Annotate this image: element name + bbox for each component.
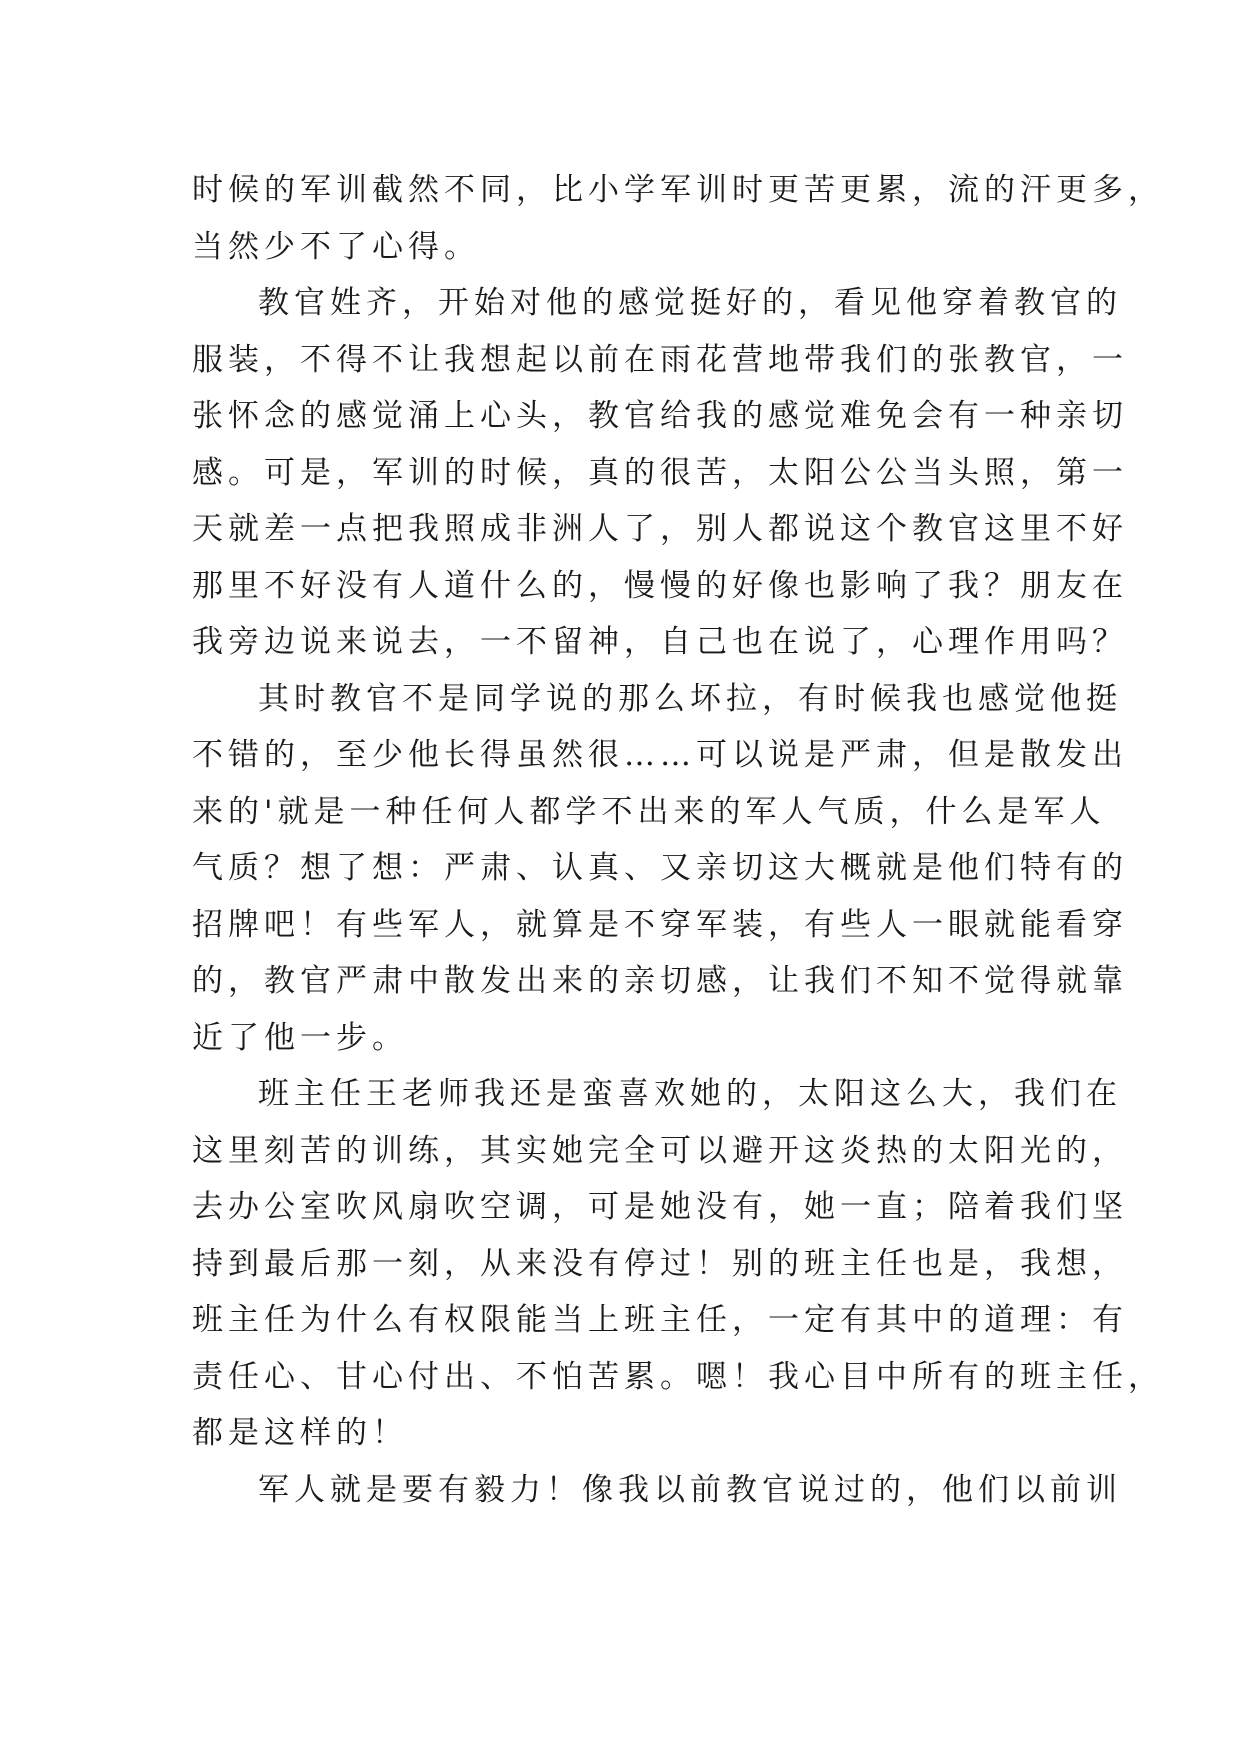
text-line: 当然少不了心得。: [192, 228, 480, 265]
text-line: 近了他一步。: [192, 1019, 408, 1056]
text-line: 去办公室吹风扇吹空调，可是她没有，她一直；陪着我们坚: [192, 1189, 1128, 1225]
text-line: 班主任为什么有权限能当上班主任，一定有其中的道理：有: [192, 1302, 1128, 1338]
text-line: 服装，不得不让我想起以前在雨花营地带我们的张教官，一: [192, 341, 1128, 378]
text-line: 气质？想了想：严肃、认真、又亲切这大概就是他们特有的: [192, 850, 1128, 886]
text-line: 持到最后那一刻，从来没有停过！别的班主任也是，我想，: [192, 1245, 1128, 1282]
text-line: 招牌吧！有些军人，就算是不穿军装，有些人一眼就能看穿: [192, 906, 1128, 943]
paragraph-first-line: 军人就是要有毅力！像我以前教官说过的，他们以前训: [258, 1471, 1122, 1508]
text-line: 我旁边说来说去，一不留神，自己也在说了，心理作用吗？: [192, 624, 1128, 660]
text-line: 来的'就是一种任何人都学不出来的军人气质，什么是军人: [192, 793, 1106, 830]
paragraph-first-line: 教官姓齐，开始对他的感觉挺好的，看见他穿着教官的: [258, 285, 1122, 321]
body-text: [192, 162, 1164, 1518]
text-line: 的，教官严肃中散发出来的亲切感，让我们不知不觉得就靠: [192, 963, 1128, 999]
text-line: 那里不好没有人道什么的，慢慢的好像也影响了我？朋友在: [192, 567, 1128, 604]
text-line: 都是这样的！: [192, 1415, 408, 1451]
text-line: 时候的军训截然不同，比小学军训时更苦更累，流的汗更多，: [192, 172, 1164, 208]
paragraph-first-line: 班主任王老师我还是蛮喜欢她的，太阳这么大，我们在: [258, 1076, 1122, 1112]
text-line: 天就差一点把我照成非洲人了，别人都说这个教官这里不好: [192, 511, 1128, 547]
text-line: 感。可是，军训的时候，真的很苦，太阳公公当头照，第一: [192, 454, 1128, 491]
text-line: 不错的，至少他长得虽然很……可以说是严肃，但是散发出: [192, 737, 1128, 773]
text-line: 这里刻苦的训练，其实她完全可以避开这炎热的太阳光的，: [192, 1132, 1128, 1169]
text-line: 张怀念的感觉涌上心头，教官给我的感觉难免会有一种亲切: [192, 398, 1128, 434]
text-line: 责任心、甘心付出、不怕苦累。嗯！我心目中所有的班主任，: [192, 1358, 1164, 1395]
paragraph-first-line: 其时教官不是同学说的那么坏拉，有时候我也感觉他挺: [258, 680, 1122, 717]
